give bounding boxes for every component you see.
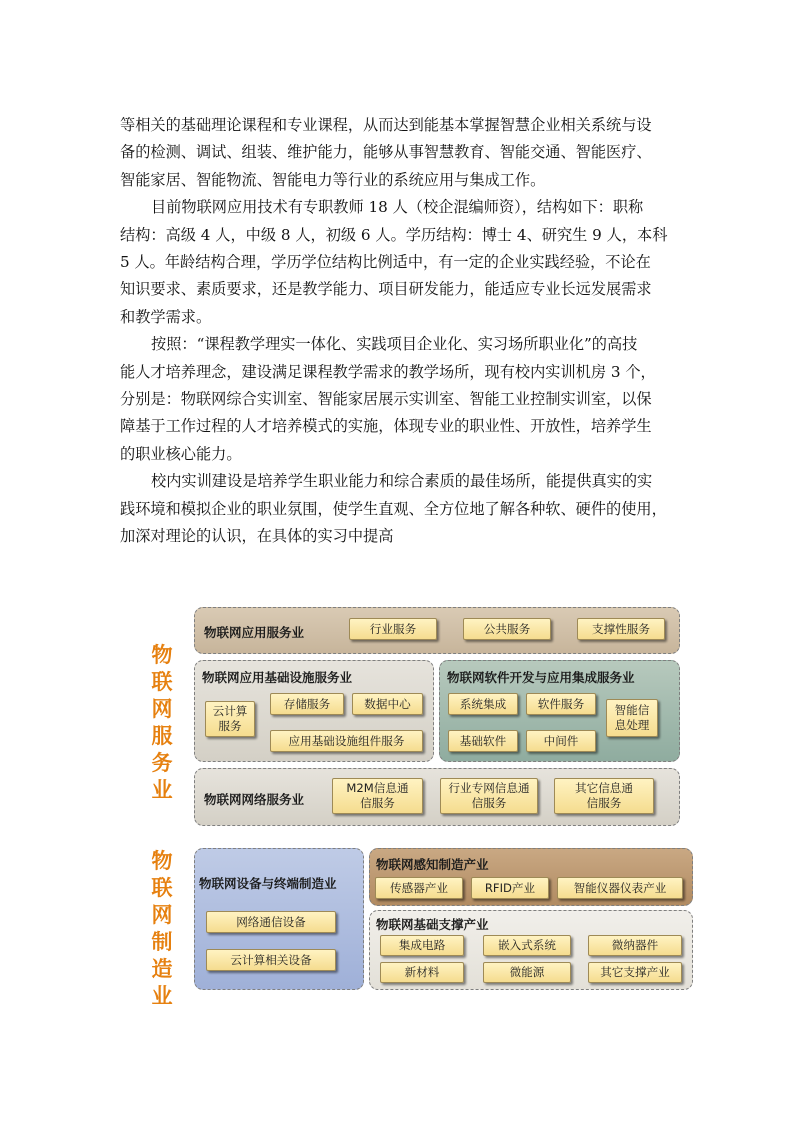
other-communication-box: 其它信息通信服务 <box>554 778 654 814</box>
software-service-box: 软件服务 <box>526 693 596 715</box>
public-service-box: 公共服务 <box>463 618 551 640</box>
micro-energy-box: 微能源 <box>483 962 571 983</box>
panel-title: 物联网感知制造产业 <box>376 857 489 872</box>
panel-title: 物联网软件开发与应用集成服务业 <box>447 670 635 685</box>
label-char: 服 <box>151 724 173 748</box>
label-char: 联 <box>151 670 173 694</box>
label-char: 业 <box>151 778 173 802</box>
text-line: 5 人。年龄结构合理，学历学位结构比例适中，有一定的企业实践经验，不论在 <box>120 253 651 272</box>
label-char: 物 <box>151 643 173 667</box>
panel-title: 物联网网络服务业 <box>204 792 305 807</box>
support-mfg-panel <box>369 910 693 990</box>
text-line: 障基于工作过程的人才培养模式的实施，体现专业的职业性、开放性，培养学生 <box>120 417 652 436</box>
text-line: 能人才培养理念，建设满足课程教学需求的教学场所，现有校内实训机房 3 个， <box>120 362 656 381</box>
support-service-box: 支撑性服务 <box>577 618 665 640</box>
service-industry-label <box>148 642 176 804</box>
text-line: 备的检测、调试、组装、维护能力，能够从事智慧教育、智能交通、智能医疗、 <box>120 143 652 162</box>
panel-title: 物联网设备与终端制造业 <box>199 876 337 891</box>
panel-title: 物联网应用服务业 <box>204 625 305 640</box>
app-service-panel <box>194 607 680 654</box>
label-char: 务 <box>151 751 173 775</box>
text-line: 等相关的基础理论课程和专业课程，从而达到能基本掌握智慧企业相关系统与设 <box>120 116 652 134</box>
text-line: 践环境和模拟企业的职业氛围，使学生直观、全方位地了解各种软、硬件的使用， <box>120 499 667 518</box>
text-line: 加深对理论的认识，在具体的实习中提高 <box>120 527 394 546</box>
text-line: 和教学需求。 <box>120 307 212 326</box>
text-line: 知识要求、素质要求，还是教学能力、项目研发能力，能适应专业长远发展需求 <box>120 280 652 299</box>
smart-instrument-box: 智能仪器仪表产业 <box>557 877 683 899</box>
panel-title: 物联网基础支撑产业 <box>376 917 489 932</box>
m2m-communication-box: M2M信息通信服务 <box>332 778 423 814</box>
label-char: 联 <box>151 876 173 900</box>
paragraph-3 <box>120 331 680 468</box>
sensing-mfg-panel <box>369 848 693 906</box>
panel-title: 物联网应用基础设施服务业 <box>202 670 353 685</box>
label-char: 业 <box>151 984 173 1008</box>
integrated-circuit-box: 集成电路 <box>380 935 464 956</box>
rfid-industry-box: RFID产业 <box>471 877 549 899</box>
paragraph-1 <box>120 112 680 194</box>
label-char: 制 <box>151 930 173 954</box>
cloud-equipment-box: 云计算相关设备 <box>206 949 336 971</box>
basic-software-box: 基础软件 <box>448 730 518 752</box>
middleware-box: 中间件 <box>526 730 596 752</box>
cloud-computing-service-box: 云计算服务 <box>205 701 255 737</box>
label-char: 物 <box>151 849 173 873</box>
private-network-communication-box: 行业专网信息通信服务 <box>440 778 538 814</box>
label-char: 网 <box>151 697 173 721</box>
paragraph-4 <box>120 468 680 550</box>
new-material-box: 新材料 <box>380 962 464 983</box>
industry-service-box: 行业服务 <box>349 618 437 640</box>
text-line: 结构：高级 4 人，中级 8 人，初级 6 人。学历结构：博士 4、研究生 9 人，本科 <box>120 225 668 244</box>
label-char: 网 <box>151 903 173 927</box>
other-support-box: 其它支撑产业 <box>588 962 682 983</box>
sensor-industry-box: 传感器产业 <box>375 877 463 899</box>
network-equipment-box: 网络通信设备 <box>206 911 336 933</box>
text-line: 分别是：物联网综合实训室、智能家居展示实训室、智能工业控制实训室，以保 <box>120 390 652 409</box>
text-line: 的职业核心能力。 <box>120 444 242 463</box>
software-service-panel <box>439 660 680 762</box>
system-integration-box: 系统集成 <box>448 693 518 715</box>
paragraph-2 <box>120 194 680 331</box>
micro-nano-device-box: 微纳器件 <box>588 935 682 956</box>
text-line: 按照：“课程教学理实一体化、实践项目企业化、实习场所职业化”的高技 <box>151 335 638 354</box>
network-service-panel <box>194 768 680 826</box>
manufacturing-industry-label <box>148 848 176 1010</box>
data-center-box: 数据中心 <box>352 693 423 715</box>
label-char: 造 <box>151 957 173 981</box>
body-text <box>120 112 680 551</box>
storage-service-box: 存储服务 <box>270 693 344 715</box>
infra-component-service-box: 应用基础设施组件服务 <box>270 730 423 752</box>
embedded-system-box: 嵌入式系统 <box>483 935 571 956</box>
intelligent-info-processing-box: 智能信息处理 <box>606 699 658 737</box>
text-line: 目前物联网应用技术有专职教师 18 人（校企混编师资），结构如下：职称 <box>151 198 644 217</box>
device-mfg-panel <box>194 848 364 990</box>
infra-service-panel <box>194 660 434 762</box>
text-line: 校内实训建设是培养学生职业能力和综合素质的最佳场所，能提供真实的实 <box>151 472 653 491</box>
text-line: 智能家居、智能物流、智能电力等行业的系统应用与集成工作。 <box>120 170 546 189</box>
